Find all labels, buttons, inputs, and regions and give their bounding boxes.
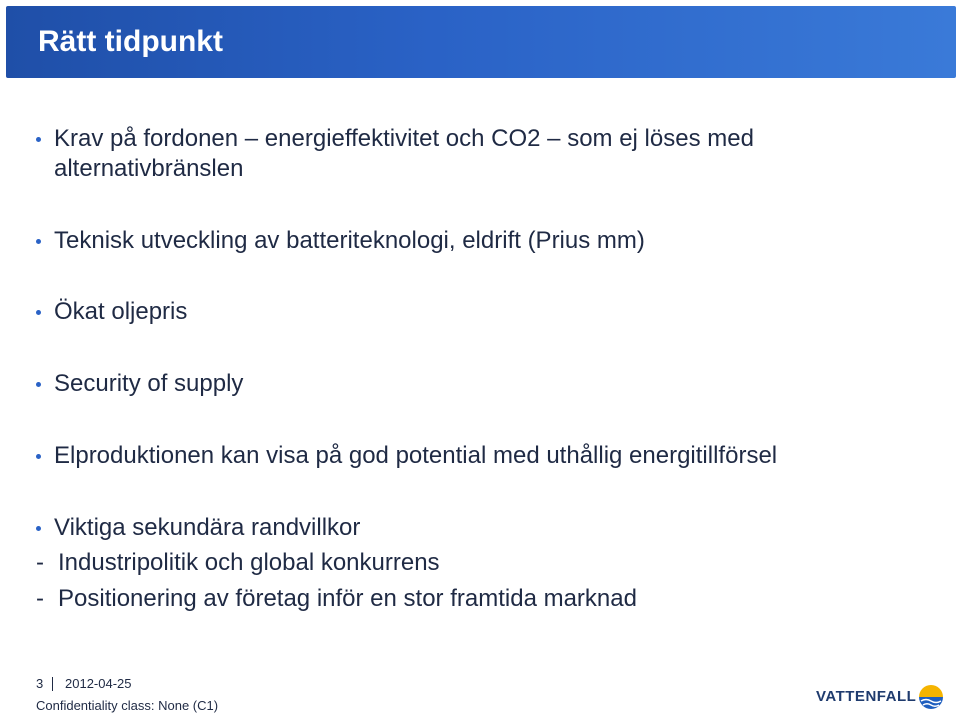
sub-dash: - bbox=[36, 585, 44, 612]
slide-title: Rätt tidpunkt bbox=[38, 25, 223, 58]
vattenfall-sun-icon bbox=[916, 682, 946, 712]
logo-wordmark: VATTENFALL bbox=[816, 688, 917, 705]
sub-text: Industripolitik och global konkurrens bbox=[58, 549, 440, 576]
vattenfall-logo bbox=[812, 682, 952, 712]
bullet-dot-icon bbox=[36, 382, 41, 387]
sub-dash: - bbox=[36, 549, 44, 576]
footer-divider bbox=[52, 677, 53, 691]
bullet-text: Elproduktionen kan visa på god potential med uthållig energitillförsel bbox=[54, 442, 778, 469]
bullet-dot-icon bbox=[36, 526, 41, 531]
footer-date: 2012-04-25 bbox=[65, 676, 132, 691]
bullet-dot-icon bbox=[36, 239, 41, 244]
title-bar bbox=[6, 6, 956, 78]
bullet-text: Ökat oljepris bbox=[54, 298, 188, 325]
bullet-dot-icon bbox=[36, 454, 41, 459]
bullet-text: Viktiga sekundära randvillkor bbox=[54, 514, 361, 541]
bullet-dot-icon bbox=[36, 310, 41, 315]
page-number: 3 bbox=[36, 676, 44, 691]
sub-text: Positionering av företag inför en stor framtida marknad bbox=[58, 585, 637, 612]
bullet-text: Teknisk utveckling av batteriteknologi, eldrift (Prius mm) bbox=[54, 227, 645, 254]
bullet-dot-icon bbox=[36, 137, 41, 142]
bullet-text: Krav på fordonen – energieffektivitet och CO2 – som ej löses med alternativbränslen bbox=[54, 125, 754, 182]
confidentiality-label: Confidentiality class: None (C1) bbox=[36, 698, 219, 713]
bullet-text: Security of supply bbox=[54, 370, 244, 397]
